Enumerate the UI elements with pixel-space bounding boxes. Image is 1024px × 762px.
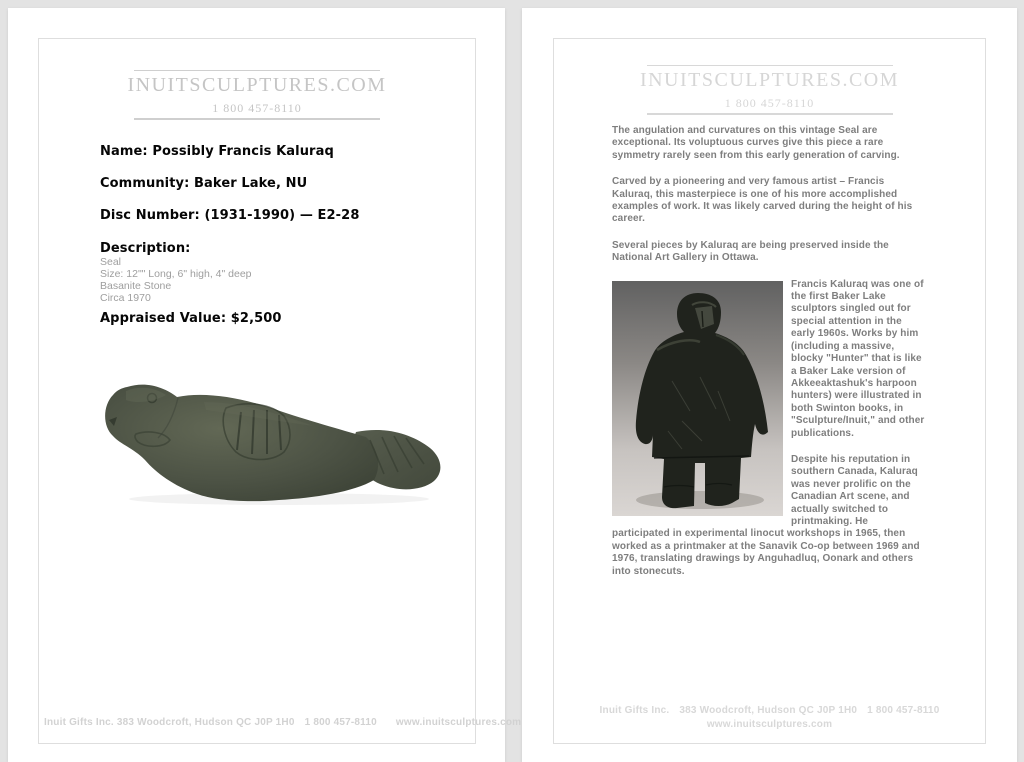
page-footer-line2	[554, 719, 985, 730]
brand-rule-top	[647, 65, 893, 66]
footer-company: Inuit Gifts Inc.	[599, 705, 670, 716]
footer-website: www.inuitsculptures.com	[706, 719, 833, 730]
paragraph-national-gallery: Several pieces by Kaluraq are being preserved inside the National Art Gallery in Ottawa.	[612, 239, 889, 264]
kaluraq-figure-drawing	[612, 281, 783, 516]
page-footer-line1	[554, 705, 985, 716]
description-heading: Description:	[100, 241, 191, 256]
community-line: Community: Baker Lake, NU	[100, 176, 308, 191]
document-sheet-2	[522, 8, 1017, 762]
kaluraq-figure-photo	[612, 281, 783, 516]
brand-rule-bottom	[134, 118, 380, 120]
brand-phone: 1 800 457-8110	[212, 101, 302, 115]
brand-rule-bottom	[647, 113, 893, 115]
paragraph-first-baker-lake: Francis Kaluraq was one of the first Baker Lake sculptors singled out for special attention in the early 1960s. Works by him (including a massive, blocky "Hunter" that is like a Baker Lake version of Akkeeaktashuk's harpoon hunters) were illustrated in both Swinton books, in "Sculpture/Inuit," and other publications.	[791, 278, 925, 439]
description-line-subject: Seal	[100, 256, 122, 268]
document-page-1	[38, 38, 522, 744]
footer-website: www.inuitsculptures.com	[395, 717, 522, 728]
disc-number-line: Disc Number: (1931-1990) — E2-28	[100, 208, 360, 223]
brand-logo: INUITSCULPTURES.COM	[127, 74, 387, 96]
description-details	[100, 256, 252, 304]
description-line-material: Basanite Stone	[100, 280, 172, 292]
document-page-2	[553, 38, 986, 744]
paragraph-reputation: Despite his reputation in southern Canada, Kaluraq was never prolific on the Canadian Art scene, and actually switched to printmaking. He participated in experimental linocut workshops in 1965, then worked as a printmaker at the Sanavik Co-op between 1969 and 1976, translating drawings by Anguhadluq, Oonark and others into stonecuts.	[612, 453, 920, 577]
footer-phone: 1 800 457-8110	[867, 705, 940, 716]
description-line-circa: Circa 1970	[100, 292, 151, 304]
appraised-value-line: Appraised Value: $2,500	[100, 311, 282, 326]
article-body	[612, 125, 925, 592]
footer-address: Inuit Gifts Inc. 383 Woodcroft, Hudson QC J0P 1H0	[44, 717, 295, 728]
wrap-section	[612, 279, 925, 578]
footer-address: 383 Woodcroft, Hudson QC J0P 1H0	[679, 705, 858, 716]
paragraph-angulation: The angulation and curvatures on this vintage Seal are exceptional. Its voluptuous curves give this piece a rare symmetry rarely seen from this early generation of carving.	[612, 125, 900, 161]
footer-phone: 1 800 457-8110	[304, 717, 377, 728]
seal-sculpture-photo	[94, 374, 446, 506]
paragraph-carved-by: Carved by a pioneering and very famous artist – Francis Kaluraq, this masterpiece is one of his more accomplished examples of work. It was likely carved during the height of his career.	[612, 176, 913, 225]
description-line-size: Size: 12"" Long, 6" high, 4" deep	[100, 268, 252, 280]
brand-logo: INUITSCULPTURES.COM	[639, 69, 900, 91]
brand-phone: 1 800 457-8110	[724, 96, 815, 110]
name-line: Name: Possibly Francis Kaluraq	[100, 144, 334, 159]
document-sheet-1	[8, 8, 522, 762]
page-footer	[39, 717, 522, 728]
brand-rule-top	[134, 70, 380, 71]
seal-sculpture-drawing	[94, 374, 446, 506]
